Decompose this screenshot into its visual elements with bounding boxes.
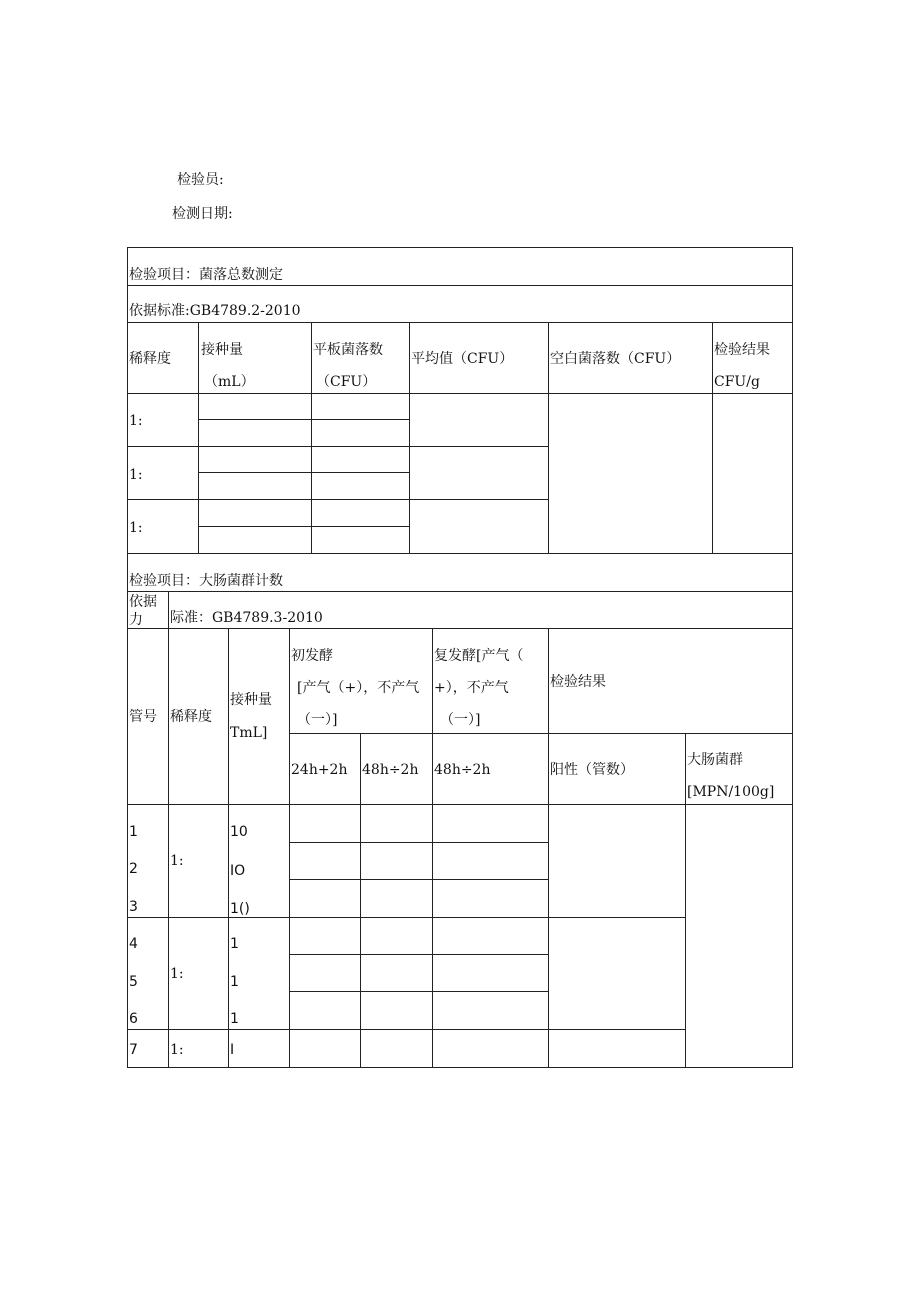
s2-vline <box>685 733 686 1067</box>
s2-dilution-group: 1: <box>170 1042 184 1058</box>
s2-col-dilution: 稀释度 <box>170 709 212 725</box>
s2-line <box>289 733 793 734</box>
table-border-top <box>127 247 793 248</box>
table-border-right <box>792 247 793 1068</box>
tube-no: 2 <box>129 861 138 877</box>
s1-row-dilution: 1: <box>129 520 143 536</box>
tube-amount: 10 <box>230 824 248 840</box>
s2-standard-l1: 依据 <box>129 594 157 610</box>
s1-subline <box>198 419 409 420</box>
table-border-left <box>127 247 128 1068</box>
tube-amount: 1() <box>230 901 250 917</box>
s1-col-inoculum: 接种量 <box>201 342 243 358</box>
s1-subline <box>198 526 409 527</box>
s2-vline <box>548 628 549 1067</box>
tube-no: 7 <box>129 1042 138 1058</box>
s1-vline <box>712 322 713 553</box>
s2-item-label: 检验项目：大肠菌群计数 <box>129 573 283 589</box>
s2-vline <box>432 628 433 1067</box>
s2-line <box>127 804 793 805</box>
s2-col-inoculum-unit: TmL] <box>230 725 268 741</box>
s1-subline <box>198 472 409 473</box>
tube-amount: IO <box>230 863 246 879</box>
s2-col-tube: 管号 <box>129 709 157 725</box>
s1-col-blank: 空白菌落数（CFU） <box>550 351 681 367</box>
tube-no: 5 <box>129 974 138 990</box>
s1-col-plate: 平板菌落数 <box>313 342 383 358</box>
s1-line <box>127 322 793 323</box>
s2-standard-rest: 际准：GB4789.3-2010 <box>170 610 323 626</box>
s2-col-initial-neg: （一）] <box>297 712 338 728</box>
s1-col-dilution: 稀释度 <box>129 351 171 367</box>
s1-vline <box>198 322 199 553</box>
s2-col-inoculum: 接种量 <box>230 692 272 708</box>
s1-row-dilution: 1: <box>129 467 143 483</box>
s2-dilution-group: 1: <box>170 853 184 869</box>
s1-line <box>127 446 548 447</box>
inspector-label: 检验员: <box>177 172 224 188</box>
s1-vline <box>409 322 410 553</box>
s2-rowline <box>289 879 548 880</box>
s2-col-result: 检验结果 <box>550 674 606 690</box>
s1-item-label: 检验项目：菌落总数测定 <box>129 267 283 283</box>
s2-vline <box>168 628 169 804</box>
s1-line <box>127 285 793 286</box>
s2-rowline <box>289 954 548 955</box>
s1-vline <box>311 322 312 553</box>
s1-col-plate-unit: （CFU） <box>316 374 377 390</box>
s2-rowline <box>289 991 548 992</box>
s2-col-coliform-unit: [MPN/100g] <box>687 784 775 800</box>
s1-col-result-unit: CFU/g <box>714 374 760 390</box>
s2-col-coliform: 大肠菌群 <box>687 752 743 768</box>
tube-amount: 1 <box>230 974 239 990</box>
s2-col-re-desc: +），不产气 <box>434 680 509 696</box>
s1-col-average: 平均值（CFU） <box>411 351 514 367</box>
date-label: 检测日期: <box>172 206 233 222</box>
s2-vline <box>168 591 169 629</box>
s1-vline <box>548 322 549 553</box>
s2-vline <box>289 628 290 1067</box>
s2-vline <box>228 628 229 1067</box>
s2-vline <box>360 733 361 1067</box>
tube-amount: 1 <box>230 936 239 952</box>
s1-line <box>127 553 793 554</box>
s2-line <box>127 1029 685 1030</box>
s1-line <box>127 499 548 500</box>
tube-no: 4 <box>129 936 138 952</box>
s2-col-48h-re: 48h÷2h <box>434 762 491 778</box>
s2-vline <box>168 804 169 1067</box>
s2-col-24h: 24h+2h <box>291 762 348 778</box>
s2-col-initial: 初发酵 <box>291 648 333 664</box>
s2-col-refermentation: 复发酵[产气（ <box>434 648 524 664</box>
s2-line <box>127 917 685 918</box>
tube-amount: 1 <box>230 1011 239 1027</box>
tube-no: 6 <box>129 1011 138 1027</box>
s1-line <box>127 393 793 394</box>
tube-no: 1 <box>129 824 138 840</box>
s2-col-48h-initial: 48h÷2h <box>362 762 419 778</box>
s2-dilution-group: 1: <box>170 966 184 982</box>
s2-line <box>127 628 793 629</box>
s2-standard-l2: 力 <box>129 612 143 628</box>
s2-col-positive: 阳性（管数） <box>550 762 634 778</box>
s1-col-inoculum-unit: （mL） <box>204 374 255 390</box>
s2-line <box>127 591 793 592</box>
s2-rowline <box>289 842 548 843</box>
s1-standard-label: 依据标准:GB4789.2-2010 <box>129 303 301 319</box>
table-border-bottom <box>127 1067 793 1068</box>
tube-no: 3 <box>129 899 138 915</box>
s2-col-re-neg: （一）] <box>440 712 481 728</box>
s1-row-dilution: 1: <box>129 413 143 429</box>
s2-col-initial-desc: [产气（+），不产气 <box>297 680 420 696</box>
tube-amount: I <box>230 1042 235 1058</box>
s1-col-result: 检验结果 <box>714 342 770 358</box>
